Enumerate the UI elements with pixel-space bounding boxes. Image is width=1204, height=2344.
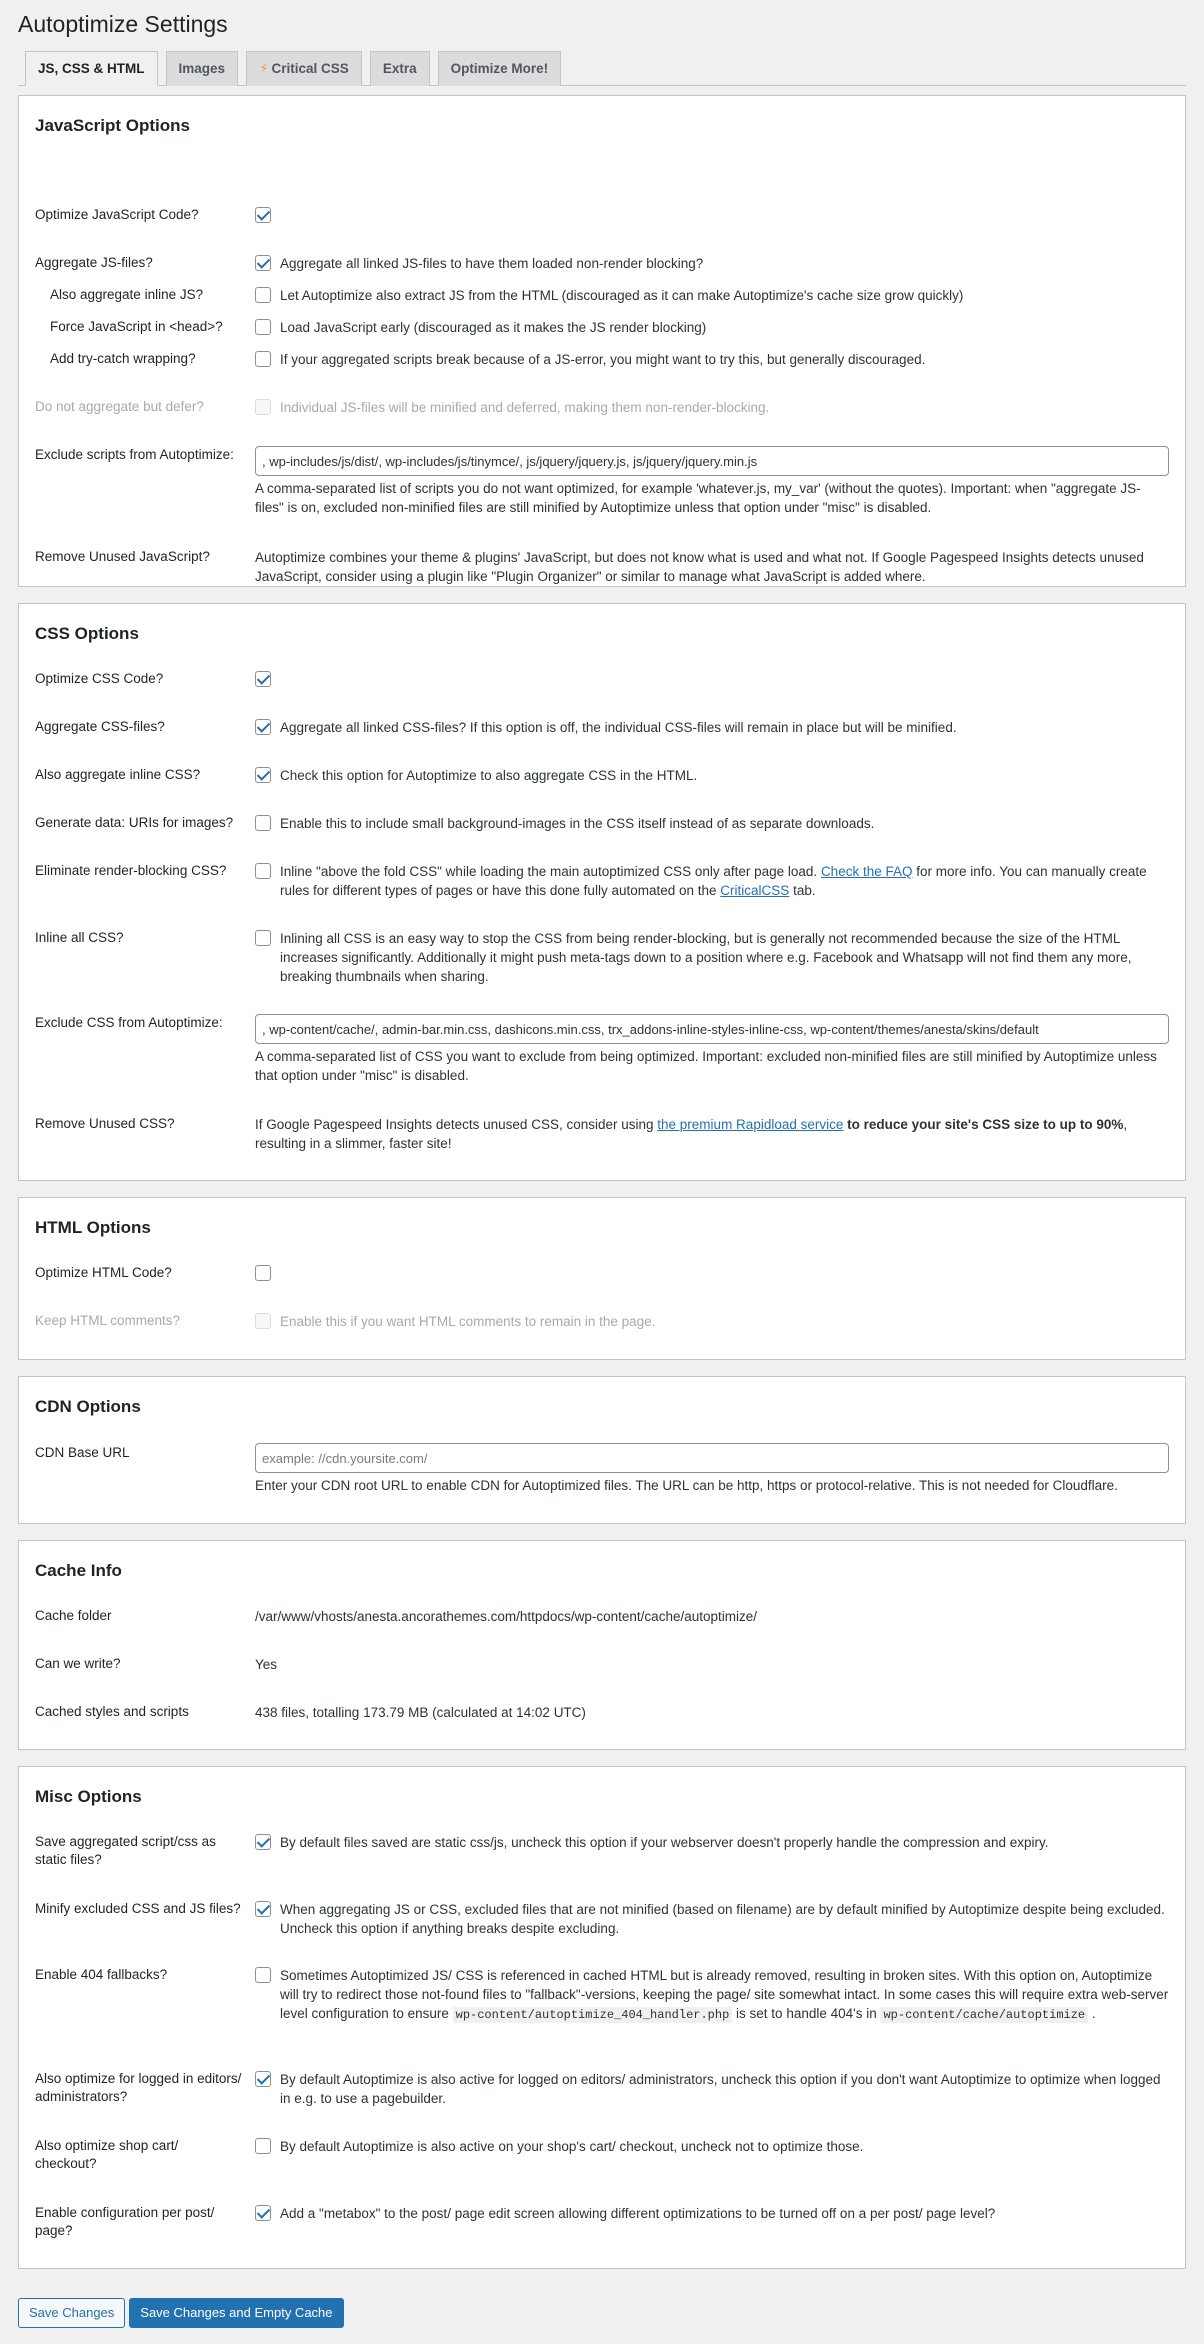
- misc-options-panel: [18, 1766, 1186, 2269]
- html-comments-row: [35, 1312, 1169, 1331]
- css-inline-desc: Check this option for Autoptimize to also aggregate CSS in the HTML.: [280, 768, 698, 783]
- html-comments-desc: Enable this if you want HTML comments to remain in the page.: [280, 1314, 656, 1329]
- css-options-title: CSS Options: [35, 624, 139, 643]
- css-renderblock-checkbox[interactable]: [255, 863, 271, 879]
- css-datauri-desc: Enable this to include small background-images in the CSS itself instead of as separate downloads.: [280, 816, 875, 831]
- js-defer-desc: Individual JS-files will be minified and deferred, making them non-render-blocking.: [280, 400, 770, 415]
- cache-folder-label: Cache folder: [35, 1608, 112, 1623]
- misc-perpost-desc: Add a "metabox" to the post/ page edit screen allowing different optimizations to be turned off on a per post/ page level?: [280, 2206, 996, 2221]
- css-unused-strong: to reduce your site's CSS size to up to 90%: [847, 1117, 1124, 1132]
- js-exclude-label: Exclude scripts from Autoptimize:: [35, 447, 234, 462]
- css-inlineall-checkbox[interactable]: [255, 930, 271, 946]
- js-unused-row: [35, 548, 1169, 586]
- css-exclude-input[interactable]: [255, 1014, 1169, 1044]
- tab-extra[interactable]: Extra: [370, 51, 430, 86]
- css-renderblock-row: [35, 862, 1169, 900]
- css-exclude-help: A comma-separated list of CSS you want to exclude from being optimized. Important: excluded non-minified files are still minified by Autoptimize unless that option under "misc" is disabled.: [255, 1049, 1157, 1083]
- js-aggregate-label: Aggregate JS-files?: [35, 255, 153, 270]
- misc-fallback-text-3: .: [1091, 2006, 1096, 2021]
- misc-fallback-text-1: Sometimes Autoptimized JS/ CSS is referenced in cached HTML but is already removed, resulting in broken sites. With this option on, Autoptimize will try to redirect those not-found files to "fallback"-versions, keeping the page/ site somewhat intact. In some cases this will require extra web-server level configuration to ensure: [280, 1968, 1169, 2021]
- css-unused-label: Remove Unused CSS?: [35, 1116, 175, 1131]
- handler-path-code: wp-content/autoptimize_404_handler.php: [453, 2007, 733, 2023]
- js-trycatch-checkbox[interactable]: [255, 351, 271, 367]
- html-options-panel: [18, 1197, 1186, 1360]
- css-datauri-label: Generate data: URIs for images?: [35, 815, 234, 830]
- js-aggregate-checkbox[interactable]: [255, 255, 271, 271]
- css-renderblock-desc: [280, 862, 1169, 900]
- faq-link[interactable]: Check the FAQ: [820, 864, 913, 879]
- tab-js-css-html[interactable]: JS, CSS & HTML: [25, 51, 158, 86]
- tab-images[interactable]: Images: [166, 51, 239, 86]
- css-aggregate-label: Aggregate CSS-files?: [35, 719, 165, 734]
- js-aggregate-desc: Aggregate all linked JS-files to have them loaded non-render blocking?: [280, 256, 704, 271]
- js-force-head-desc: Load JavaScript early (discouraged as it makes the JS render blocking): [280, 320, 707, 335]
- css-options-panel: [18, 603, 1186, 1181]
- html-comments-label: Keep HTML comments?: [35, 1313, 181, 1328]
- html-optimize-label: Optimize HTML Code?: [35, 1265, 172, 1280]
- js-defer-label: Do not aggregate but defer?: [35, 399, 204, 414]
- cache-write-value: Yes: [255, 1657, 278, 1672]
- misc-static-checkbox[interactable]: [255, 1834, 271, 1850]
- css-unused-text-1: If Google Pagespeed Insights detects unused CSS, consider using: [255, 1117, 654, 1132]
- css-datauri-row: [35, 814, 1169, 833]
- css-inline-checkbox[interactable]: [255, 767, 271, 783]
- cache-info-panel: [18, 1540, 1186, 1750]
- js-inline-checkbox[interactable]: [255, 287, 271, 303]
- cdn-options-title: CDN Options: [35, 1397, 141, 1416]
- save-and-empty-cache-button[interactable]: Save Changes and Empty Cache: [129, 2298, 343, 2328]
- css-inline-row: [35, 766, 1169, 785]
- cdn-base-input[interactable]: [255, 1443, 1169, 1473]
- js-force-head-row: [35, 318, 1169, 337]
- cdn-base-row: [35, 1443, 1169, 1495]
- js-options-title: JavaScript Options: [35, 116, 190, 135]
- submit-row: [18, 2298, 1186, 2328]
- css-inlineall-row: [35, 929, 1169, 986]
- css-optimize-row: [35, 670, 1169, 689]
- misc-perpost-label: Enable configuration per post/ page?: [35, 2205, 215, 2238]
- js-options-panel: [18, 95, 1186, 587]
- misc-shop-label: Also optimize shop cart/ checkout?: [35, 2138, 179, 2171]
- criticalcss-link[interactable]: CriticalCSS: [720, 883, 790, 898]
- js-exclude-row: [35, 446, 1169, 517]
- css-exclude-label: Exclude CSS from Autoptimize:: [35, 1015, 223, 1030]
- save-changes-button[interactable]: Save Changes: [18, 2298, 125, 2328]
- js-trycatch-row: [35, 350, 1169, 369]
- js-inline-desc: Let Autoptimize also extract JS from the HTML (discouraged as it can make Autoptimize's cache size grow quickly): [280, 288, 964, 303]
- cache-cached-label: Cached styles and scripts: [35, 1704, 189, 1719]
- misc-loggedin-checkbox[interactable]: [255, 2071, 271, 2087]
- misc-minify-checkbox[interactable]: [255, 1901, 271, 1917]
- cdn-options-panel: [18, 1376, 1186, 1524]
- cdn-base-label: CDN Base URL: [35, 1445, 130, 1460]
- css-aggregate-checkbox[interactable]: [255, 719, 271, 735]
- cache-path-code: wp-content/cache/autoptimize: [880, 2007, 1088, 2023]
- css-unused-desc: [255, 1115, 1169, 1153]
- cdn-base-help: Enter your CDN root URL to enable CDN for Autoptimized files. The URL can be http, https or protocol-relative. This is not needed for Cloudflare.: [255, 1478, 1118, 1493]
- css-renderblock-label: Eliminate render-blocking CSS?: [35, 863, 227, 878]
- css-unused-row: [35, 1115, 1169, 1153]
- js-exclude-input[interactable]: [255, 446, 1169, 476]
- tab-critical-css[interactable]: [246, 51, 362, 86]
- css-optimize-checkbox[interactable]: [255, 671, 271, 687]
- cache-folder-value: /var/www/vhosts/anesta.ancorathemes.com/httpdocs/wp-content/cache/autoptimize/: [255, 1609, 757, 1624]
- misc-minify-label: Minify excluded CSS and JS files?: [35, 1901, 241, 1916]
- html-options-title: HTML Options: [35, 1218, 151, 1237]
- css-inlineall-desc: Inlining all CSS is an easy way to stop the CSS from being render-blocking, but is generally not recommended because the size of the HTML increases significantly. Additionally it might push meta-tags down to a position where e.g. Facebook and Whatsapp will not find them any more, breaking thumbnails when sharing.: [280, 931, 1132, 984]
- js-trycatch-label: Add try-catch wrapping?: [50, 351, 196, 366]
- js-unused-label: Remove Unused JavaScript?: [35, 549, 210, 564]
- misc-loggedin-row: [35, 2070, 1169, 2108]
- js-defer-row: [35, 398, 1169, 417]
- misc-loggedin-desc: By default Autoptimize is also active for logged on editors/ administrators, uncheck this option if you don't want Autoptimize to optimize when logged in e.g. to use a pagebuilder.: [280, 2072, 1161, 2106]
- css-optimize-label: Optimize CSS Code?: [35, 671, 164, 686]
- html-optimize-checkbox[interactable]: [255, 1265, 271, 1281]
- tab-critical-css-label: Critical CSS: [271, 61, 349, 76]
- tab-optimize-more[interactable]: Optimize More!: [438, 51, 562, 86]
- js-optimize-label: Optimize JavaScript Code?: [35, 207, 199, 222]
- css-exclude-row: [35, 1014, 1169, 1085]
- html-comments-checkbox: [255, 1313, 271, 1329]
- js-unused-desc: Autoptimize combines your theme & plugins' JavaScript, but does not know what is used and what not. If Google Pagespeed Insights detects unused JavaScript, consider using a plugin like "Plugin Organizer" or similar to manage what JavaScript is added where.: [255, 550, 1144, 584]
- cache-write-label: Can we write?: [35, 1656, 121, 1671]
- js-inline-label: Also aggregate inline JS?: [50, 287, 204, 302]
- cache-cached-value: 438 files, totalling 173.79 MB (calculated at 14:02 UTC): [255, 1705, 586, 1720]
- misc-minify-row: [35, 1900, 1169, 1938]
- css-inline-label: Also aggregate inline CSS?: [35, 767, 201, 782]
- js-optimize-checkbox[interactable]: [255, 207, 271, 223]
- css-renderblock-text-3: tab.: [793, 883, 816, 898]
- misc-loggedin-label: Also optimize for logged in editors/ administrators?: [35, 2071, 242, 2104]
- misc-fallback-label: Enable 404 fallbacks?: [35, 1967, 168, 1982]
- css-aggregate-row: [35, 718, 1169, 737]
- misc-fallback-desc: [280, 1966, 1169, 2025]
- html-optimize-row: [35, 1264, 1169, 1283]
- misc-shop-row: [35, 2137, 1169, 2173]
- cache-folder-row: [35, 1607, 1169, 1626]
- js-optimize-row: [35, 206, 1169, 225]
- css-datauri-checkbox[interactable]: [255, 815, 271, 831]
- misc-perpost-row: [35, 2204, 1169, 2240]
- cache-cached-row: [35, 1703, 1169, 1722]
- misc-options-title: Misc Options: [35, 1787, 142, 1806]
- js-force-head-checkbox[interactable]: [255, 319, 271, 335]
- misc-static-row: [35, 1833, 1169, 1869]
- cache-info-title: Cache Info: [35, 1561, 122, 1580]
- css-renderblock-text-1: Inline "above the fold CSS" while loading the main autoptimized CSS only after page load.: [280, 864, 818, 879]
- lightning-icon: ⚡: [259, 61, 269, 76]
- misc-static-label: Save aggregated script/css as static files?: [35, 1834, 216, 1867]
- js-defer-checkbox: [255, 399, 271, 415]
- css-unused-text-2: , resulting in a slimmer, faster site!: [255, 1117, 1128, 1151]
- page-title: Autoptimize Settings: [18, 11, 228, 37]
- css-renderblock-text-2: for more info. You can manually create rules for different types of pages or have this done fully automated on the: [280, 864, 1147, 898]
- js-aggregate-row: [35, 254, 1169, 273]
- misc-fallback-row: [35, 1966, 1169, 2025]
- js-force-head-label: Force JavaScript in <head>?: [50, 319, 223, 334]
- css-inlineall-label: Inline all CSS?: [35, 930, 124, 945]
- misc-fallback-checkbox[interactable]: [255, 1967, 271, 1983]
- misc-perpost-checkbox[interactable]: [255, 2205, 271, 2221]
- rapidload-link[interactable]: the premium Rapidload service: [657, 1117, 844, 1132]
- js-trycatch-desc: If your aggregated scripts break because of a JS-error, you might want to try this, but generally discouraged.: [280, 352, 926, 367]
- cache-write-row: [35, 1655, 1169, 1674]
- js-inline-row: [35, 286, 1169, 305]
- misc-shop-checkbox[interactable]: [255, 2138, 271, 2154]
- misc-minify-desc: When aggregating JS or CSS, excluded files that are not minified (based on filename) are by default minified by Autoptimize despite being excluded. Uncheck this option if anything breaks despite excluding.: [280, 1902, 1165, 1936]
- css-aggregate-desc: Aggregate all linked CSS-files? If this option is off, the individual CSS-files will remain in place but will be minified.: [280, 720, 957, 735]
- tab-bar: [18, 48, 1186, 86]
- misc-static-desc: By default files saved are static css/js, uncheck this option if your webserver doesn't properly handle the compression and expiry.: [280, 1835, 1049, 1850]
- js-exclude-help: A comma-separated list of scripts you do not want optimized, for example 'whatever.js, my_var' (without the quotes). Important: when "aggregate JS-files" is on, excluded non-minified files are still minified by Autoptimize unless that option under "misc" is disabled.: [255, 481, 1141, 515]
- misc-fallback-text-2: is set to handle 404's in: [736, 2006, 877, 2021]
- misc-shop-desc: By default Autoptimize is also active on your shop's cart/ checkout, uncheck not to optimize those.: [280, 2139, 864, 2154]
